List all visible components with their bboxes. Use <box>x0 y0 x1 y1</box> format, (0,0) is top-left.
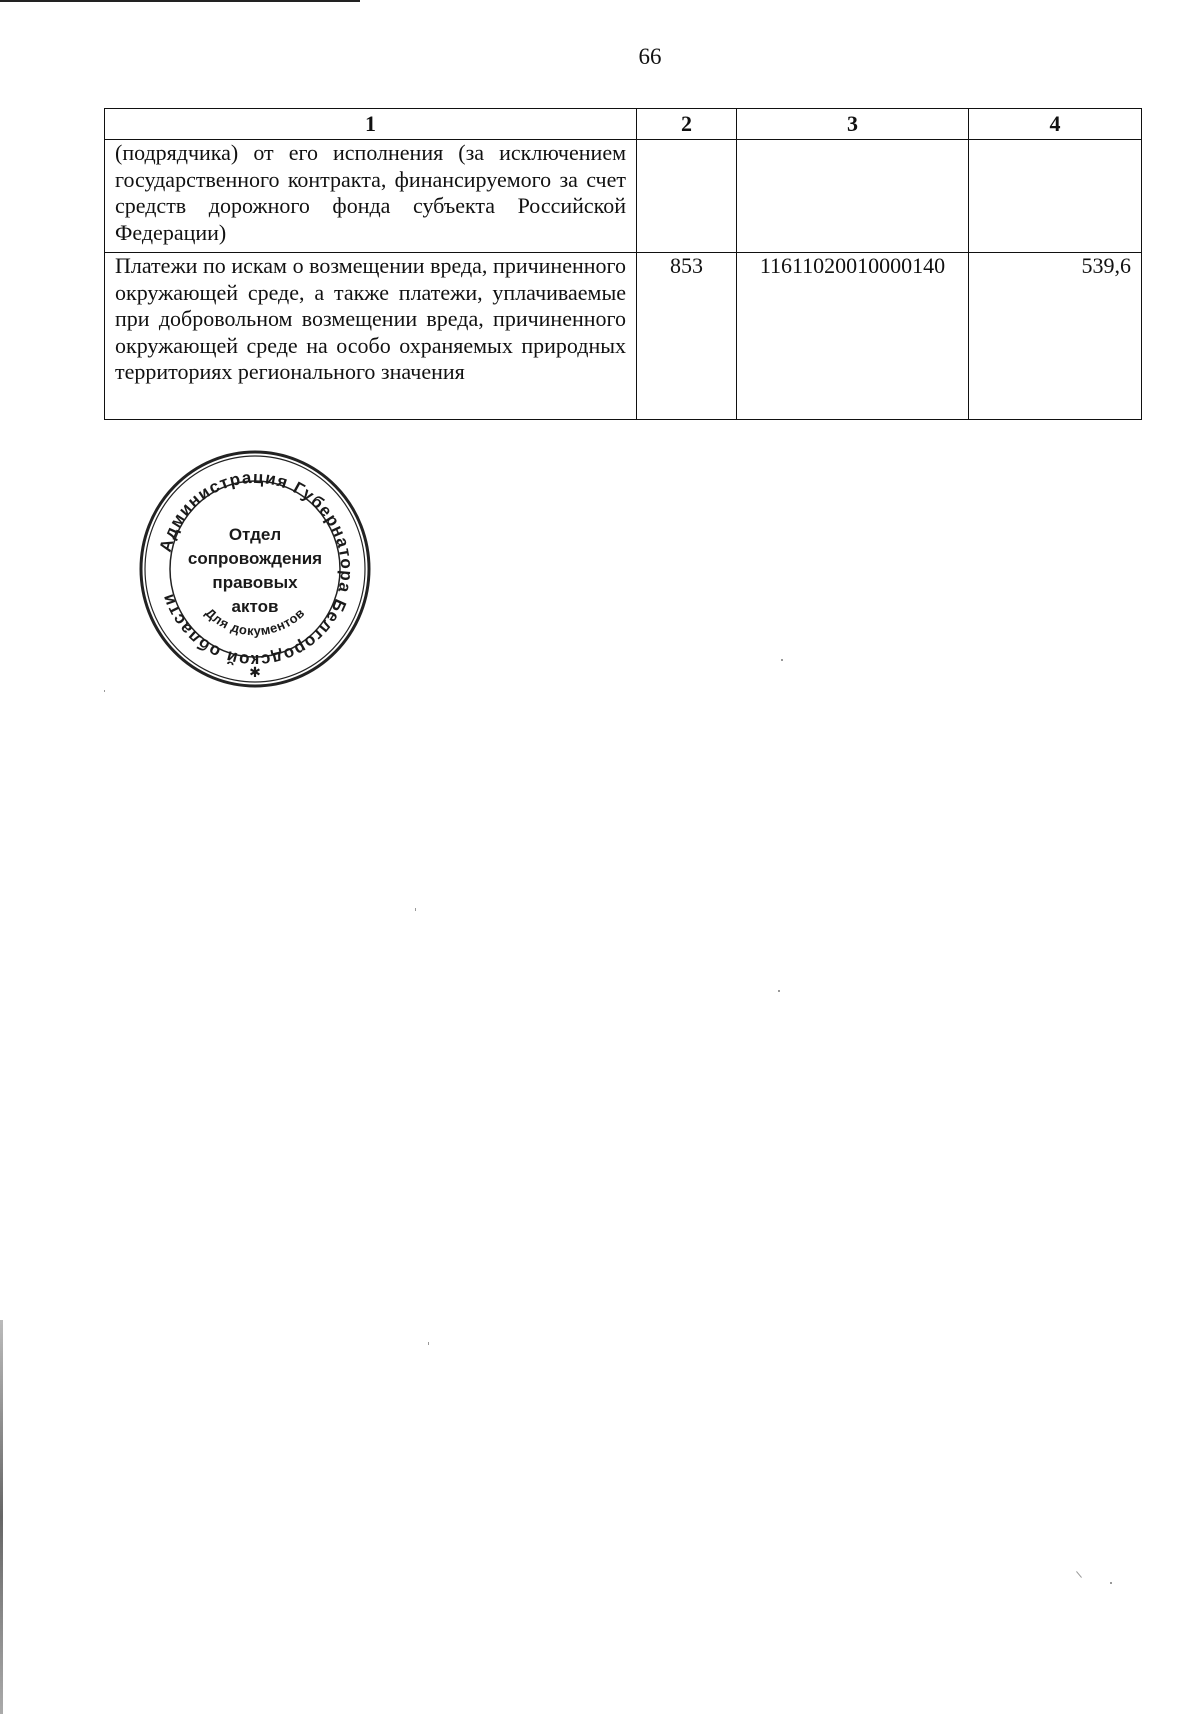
row-income-code: 11611020010000140 <box>737 253 969 420</box>
scan-speck <box>781 659 783 661</box>
row-description: (подрядчика) от его исполнения (за исключением государственного контракта, финансируемого за счет средств дорожного фонда субъекта Российской Федерации) <box>105 140 637 253</box>
column-header: 3 <box>737 109 969 140</box>
row-admin-code <box>637 140 737 253</box>
official-seal-stamp <box>138 449 372 689</box>
seal-center-line: Отдел <box>228 525 282 544</box>
row-amount: 539,6 <box>969 253 1142 420</box>
scan-left-edge <box>0 1320 3 1714</box>
scan-speck <box>1076 1571 1082 1578</box>
page-number: 66 <box>638 44 662 69</box>
seal-outer-text: Администрация Губернатора Белгородской области <box>155 467 357 671</box>
scan-speck <box>104 690 105 692</box>
scan-speck <box>415 908 416 911</box>
column-header: 1 <box>105 109 637 140</box>
row-description: Платежи по искам о возмещении вреда, причиненного окружающей среде, а также платежи, уплачиваемые при добровольном возмещении вреда, причиненного окружающей среде на особо охраняемых природных территориях регионального значения <box>105 253 637 420</box>
seal-center-text <box>138 523 372 619</box>
row-admin-code: 853 <box>637 253 737 420</box>
seal-center-line: актов <box>231 597 279 616</box>
column-header: 4 <box>969 109 1142 140</box>
scan-speck <box>1110 1582 1112 1584</box>
seal-center-line: правовых <box>212 573 298 592</box>
column-header: 2 <box>637 109 737 140</box>
scan-speck <box>778 990 780 992</box>
table-row <box>105 253 1142 420</box>
seal-inner-text: Для документов <box>202 604 308 639</box>
row-amount <box>969 140 1142 253</box>
seal-center-line: сопровождения <box>187 549 323 568</box>
scan-speck <box>428 1342 429 1345</box>
seal-star-icon: ✱ <box>249 665 261 681</box>
scan-top-rule <box>0 0 360 2</box>
income-table <box>104 108 1142 420</box>
table-row <box>105 140 1142 253</box>
row-income-code <box>737 140 969 253</box>
table-header-row <box>105 109 1142 140</box>
